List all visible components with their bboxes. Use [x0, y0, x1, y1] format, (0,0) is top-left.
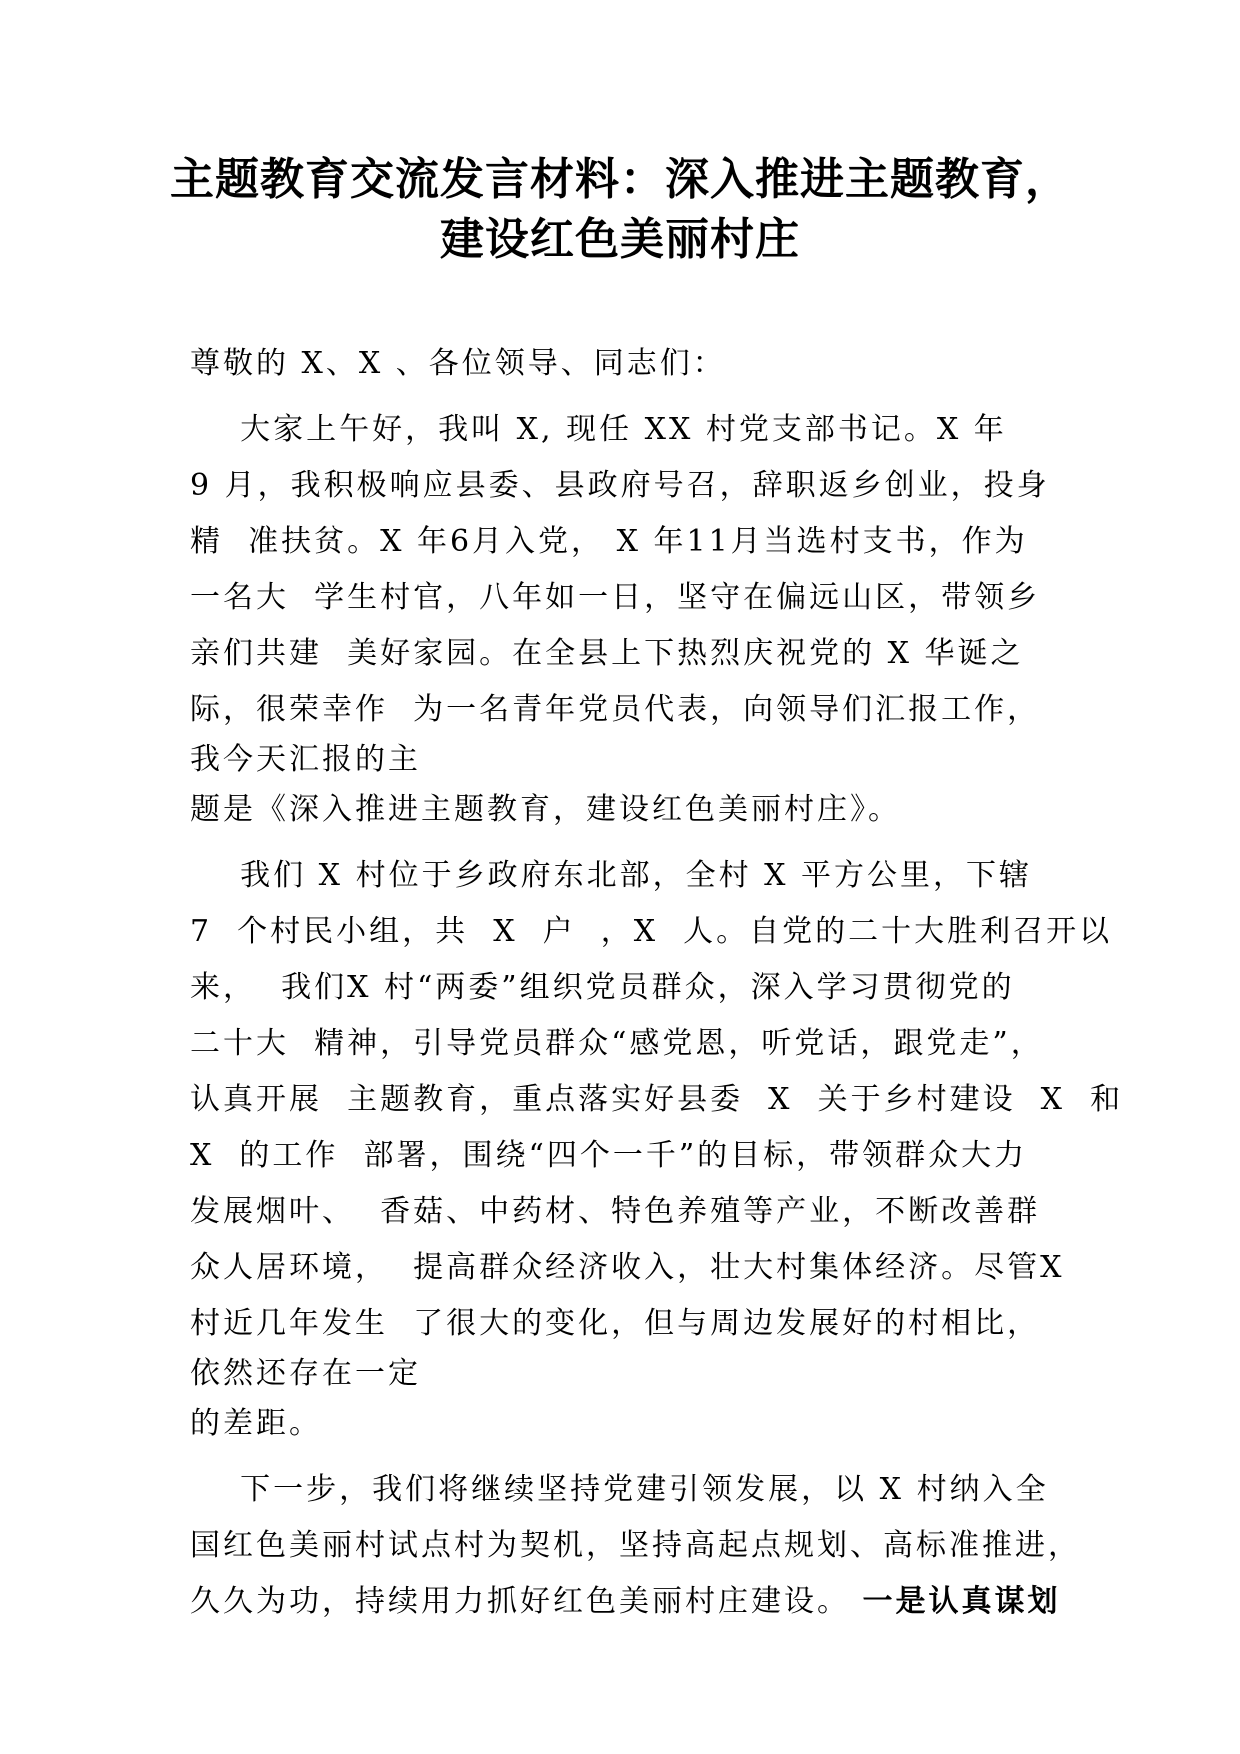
paragraph-3: [190, 1462, 1081, 1630]
paragraph-line: 众人居环境， 提高群众经济收入，壮大村集体经济。尽管X: [190, 1250, 1065, 1285]
paragraph-2: [190, 848, 1124, 1452]
paragraph-line: 下一步，我们将继续坚持党建引领发展，以 X 村纳入全: [190, 1472, 1049, 1507]
paragraph-line: 亲们共建 美好家园。在全县上下热烈庆祝党的 X 华诞之: [190, 636, 1024, 671]
paragraph-line: X 的工作 部署，围绕“四个一千”的目标，带领群众大力: [190, 1138, 1028, 1173]
paragraph-line: 国红色美丽村试点村为契机，坚持高起点规划、高标准推进，: [190, 1528, 1081, 1563]
paragraph-line: 9 月，我积极响应县委、县政府号召，辞职返乡创业，投身: [190, 468, 1050, 503]
paragraph-line: 精 准扶贫。X 年6月入党， X 年11月当选村支书，作为: [190, 524, 1028, 559]
paragraph-line: 村近几年发生 了很大的变化，但与周边发展好的村相比，: [190, 1306, 1041, 1341]
paragraph-line-text: 久久为功，持续用力抓好红色美丽村庄建设。: [190, 1584, 863, 1619]
paragraph-line: 7 个村民小组，共 X 户 ，X 人。自党的二十大胜利召开以: [190, 914, 1113, 949]
paragraph-line: 我今天汇报的主: [190, 742, 421, 777]
paragraph-line: 来， 我们X 村“两委”组织党员群众，深入学习贯彻党的: [190, 970, 1015, 1005]
paragraph-1: [190, 402, 1060, 838]
paragraph-line: 依然还存在一定: [190, 1356, 421, 1391]
title-line-2: 建设红色美丽村庄: [440, 214, 800, 265]
paragraph-last-line: [190, 1574, 1060, 1630]
paragraph-line: 大家上午好，我叫 X, 现任 XX 村党支部书记。X 年: [190, 412, 1007, 447]
paragraph-line: 题是《深入推进主题教育，建设红色美丽村庄》。: [190, 792, 901, 827]
paragraph-line: 我们 X 村位于乡政府东北部，全村 X 平方公里，下辖: [190, 858, 1033, 893]
title-line-1: 主题教育交流发言材料：深入推进主题教育，: [170, 154, 1070, 205]
paragraph-line: 一名大 学生村官，八年如一日，坚守在偏远山区，带领乡: [190, 580, 1041, 615]
salutation: 尊敬的 X、X 、各位领导、同志们：: [190, 346, 726, 381]
document-title: [150, 150, 1090, 270]
bold-lead-in: 一是认真谋划: [862, 1584, 1061, 1619]
paragraph-line: 认真开展 主题教育，重点落实好县委 X 关于乡村建设 X 和: [190, 1082, 1124, 1117]
document-body: [190, 336, 1124, 1630]
paragraph-line: 二十大 精神，引导党员群众“感党恩，听党话，跟党走”，: [190, 1026, 1044, 1061]
paragraph-line: 发展烟叶、 香菇、中药材、特色养殖等产业，不断改善群: [190, 1194, 1041, 1229]
paragraph-line: 际，很荣幸作 为一名青年党员代表，向领导们汇报工作，: [190, 692, 1041, 727]
paragraph-line: 的差距。: [190, 1406, 322, 1441]
